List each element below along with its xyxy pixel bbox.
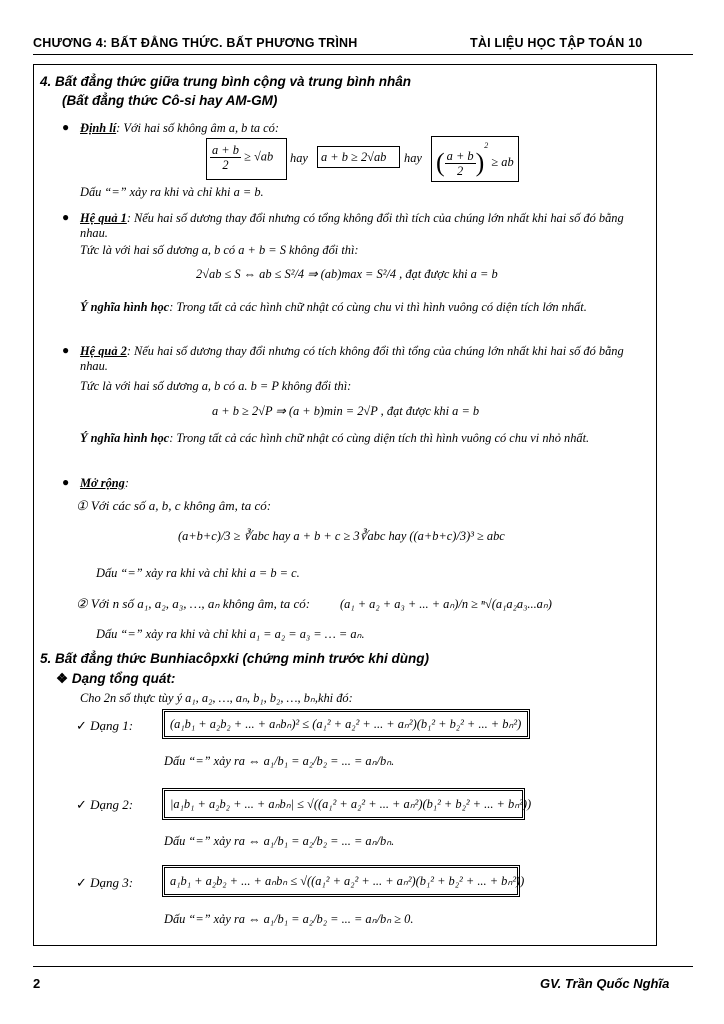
section-5-title: 5. Bất đẳng thức Bunhiacôpxki (chứng minh trước khi dùng): [40, 651, 430, 666]
check-icon: ✓: [76, 875, 87, 890]
hq2-text2: Tức là với hai số dương a, b có a. b = P không đổi thì:: [80, 379, 352, 393]
hq2-geo-text: : Trong tất cả các hình chữ nhật có cùng diện tích thì hình vuông có chu vi nhỏ nhất.: [169, 431, 590, 445]
hq2-geo: [80, 431, 650, 446]
morong1-eq: (a+b+c)/3 ≥ ∛abc hay a + b + c ≥ 3∛abc hay ((a+b+c)/3)³ ≥ abc: [178, 529, 505, 543]
dang3-eq: a₁b₁ + a₂b₂ + ... + aₙbₙ ≤ √((a₁² + a₂² + ... + aₙ²)(b₁² + b₂² + ... + bₙ²)): [170, 874, 525, 888]
general-form-line: [56, 671, 175, 687]
header-chapter: CHƯƠNG 4: BẤT ĐẲNG THỨC. BẤT PHƯƠNG TRÌNH: [33, 36, 358, 50]
sec5-intro: Cho 2n số thực tùy ý a₁, a₂, …, aₙ, b₁, b₂, …, bₙ,khi đó:: [80, 691, 353, 705]
hq2-line: [80, 344, 650, 374]
dang2-eq: |a₁b₁ + a₂b₂ + ... + aₙbₙ| ≤ √((a₁² + a₂² + ... + aₙ²)(b₁² + b₂² + ... + bₙ²)): [170, 797, 532, 811]
section-4-title: 4. Bất đẳng thức giữa trung bình cộng và trung bình nhân: [40, 74, 412, 89]
hq1-text2: Tức là với hai số dương a, b có a + b = S không đổi thì:: [80, 243, 359, 257]
dinhli-hay1: hay: [290, 151, 308, 165]
header-rule: [33, 54, 693, 55]
morong1-text: ① Với các số a, b, c không âm, ta có:: [76, 498, 272, 513]
bullet-icon: ●: [62, 120, 70, 134]
dinhli-eqsign: Dấu “=” xảy ra khi và chỉ khi a = b.: [80, 185, 264, 199]
hq1-label: Hệ quả 1: [80, 211, 127, 225]
check-icon: ✓: [76, 797, 87, 812]
hq2-label: Hệ quả 2: [80, 344, 127, 358]
morong-label: Mở rộng: [80, 476, 125, 490]
dinhli-hay2: hay: [404, 151, 422, 165]
hq1-geo: [80, 300, 650, 315]
morong-line: Mở rộng:: [80, 476, 130, 490]
dang3-cond: Dấu “=” xảy ra ⇔ a₁/b₁ = a₂/b₂ = ... = aₙ/bₙ ≥ 0.: [164, 912, 414, 926]
dang1-eq: (a₁b₁ + a₂b₂ + ... + aₙbₙ)² ≤ (a₁² + a₂² + ... + aₙ²)(b₁² + b₂² + ... + bₙ²): [170, 717, 522, 731]
dang1-cond: Dấu “=” xảy ra ⇔ a₁/b₁ = a₂/b₂ = ... = aₙ/bₙ.: [164, 754, 395, 768]
dinhli-eq2: a + b ≥ 2√ab: [321, 150, 387, 164]
header-doc-title: TÀI LIỆU HỌC TẬP TOÁN 10: [470, 36, 643, 50]
dinhli-eq3: ( $\frac{a + b}{2}$ )$^2$ ≥ ab: [436, 141, 514, 178]
dang3-label: ✓ Dạng 3:: [76, 875, 134, 890]
hq1-eq: 2√ab ≤ S ⇔ ab ≤ S²/4 ⇒ (ab)max = S²/4 , đạt được khi a = b: [196, 267, 498, 281]
dinhli-text: : Với hai số không âm a, b ta có:: [116, 121, 280, 135]
dang2-label: ✓ Dạng 2:: [76, 797, 134, 812]
check-icon: ✓: [76, 718, 87, 733]
hq2-eq: a + b ≥ 2√P ⇒ (a + b)min = 2√P , đạt được khi a = b: [212, 404, 480, 418]
diamond-icon: ❖: [56, 671, 69, 686]
bullet-icon: ●: [62, 475, 70, 489]
morong2-eq: (a₁ + a₂ + a₃ + ... + aₙ)/n ≥ ⁿ√(a₁a₂a₃...aₙ): [340, 597, 552, 611]
general-form-label: Dạng tổng quát:: [71, 671, 176, 686]
morong2-text: ② Với n số a₁, a₂, a₃, …, aₙ không âm, ta có:: [76, 596, 311, 611]
hq1-line: [80, 211, 650, 241]
hq2-text: : Nếu hai số dương thay đổi nhưng có tích không đổi thì tổng của chúng lớn nhất khi hai số đó bằng nhau.: [80, 344, 624, 373]
hq1-geo-label: Ý nghĩa hình học: [80, 300, 170, 314]
dang2-cond: Dấu “=” xảy ra ⇔ a₁/b₁ = a₂/b₂ = ... = aₙ/bₙ.: [164, 834, 395, 848]
bullet-icon: ●: [62, 343, 70, 357]
dinhli-eq1: $\frac{a + b}{2}$ ≥ √ab: [212, 143, 274, 172]
hq1-text: : Nếu hai số dương thay đổi nhưng có tổng không đổi thì tích của chúng lớn nhất khi hai số đó bằng nhau.: [80, 211, 624, 240]
dinhli-label: Định lí: [80, 121, 117, 135]
author: GV. Trần Quốc Nghĩa: [540, 976, 670, 991]
bullet-icon: ●: [62, 210, 70, 224]
dang1-label: ✓ Dạng 1:: [76, 718, 134, 733]
hq2-geo-label: Ý nghĩa hình học: [80, 431, 170, 445]
dinhli-line: [80, 121, 279, 136]
section-4-subtitle: (Bất đẳng thức Cô-si hay AM-GM): [62, 93, 278, 108]
footer-rule: [33, 966, 693, 967]
page-number: 2: [33, 976, 41, 991]
hq1-geo-text: : Trong tất cả các hình chữ nhật có cùng chu vi thì hình vuông có diện tích lớn nhất.: [169, 300, 587, 314]
morong1-eqsign: Dấu “=” xảy ra khi và chỉ khi a = b = c.: [96, 566, 300, 580]
morong2-eqsign: Dấu “=” xảy ra khi và chỉ khi a₁ = a₂ = a₃ = … = aₙ.: [96, 627, 365, 641]
